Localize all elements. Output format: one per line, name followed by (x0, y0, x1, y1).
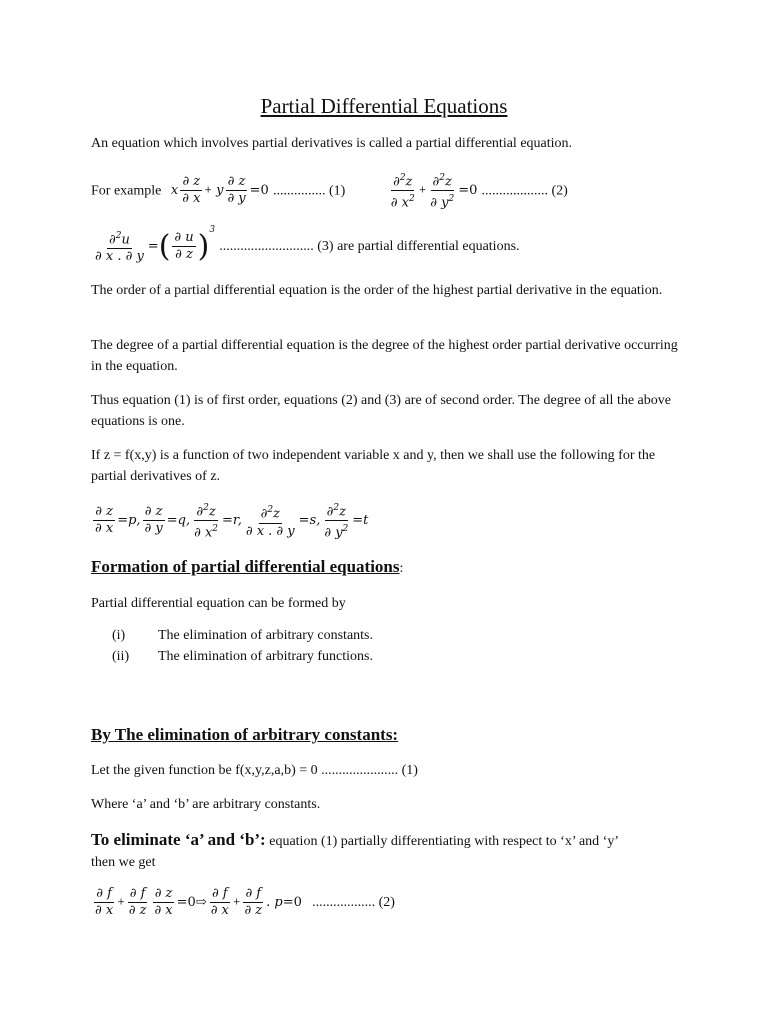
final-equation: $\frac{\partial f}{\partial x}$ + $\frac{\partial f}{\partial z}$ $\frac{\partial z}{\partial x}$ =0⇨ $\frac{\partial f}{\partial x}$ + $\frac{\partial f}{\partial z}$ . p=0 (95, 886, 302, 918)
equation-1: x $\frac{\partial z}{\partial x}$ + y $\frac{\partial z}{\partial y}$ =0 (170, 174, 269, 207)
section-constants-heading (91, 725, 398, 745)
let-function-text: Let the given function be f(x,y,z,a,b) = 0 ...................... (1) (91, 763, 418, 778)
page-title: Partial Differential Equations (260, 94, 508, 118)
equation-3: $\frac{\partial^2u}{\partial x . \partial y}$ =( $\frac{\partial u}{\partial z}$ )$^3$ (95, 225, 216, 265)
list-item-number: (i) (112, 628, 126, 643)
function-paragraph: If z = f(x,y) is a function of two independent variable x and y, then we shall use the following for the partial derivatives of z. (91, 448, 656, 484)
where-text: Where ‘a’ and ‘b’ are arbitrary constants. (91, 797, 321, 812)
degree-definition: The degree of a partial differential equation is the degree of the highest order partial derivative occurring in the equation. (91, 338, 678, 374)
list-item-text: The elimination of arbitrary functions. (158, 649, 373, 664)
then-we-get: then we get (91, 855, 156, 870)
section-formation-heading (91, 557, 403, 577)
notation-equations: $\frac{\partial z}{\partial x}$ =p, $\frac{\partial z}{\partial y}$ =q, $\frac{\partial^2z}{\partial x^2}$ =r, $\frac{\partial^2z}{\partial x . \partial y}$ =s, $\frac{\partial^2z}{\partial y^2}$ =t (91, 513, 368, 528)
section-formation-suffix: : (399, 561, 404, 576)
example-equations-row (91, 170, 568, 212)
final-equation-tag: .................. (2) (312, 895, 395, 910)
formed-by-text: Partial differential equation can be formed by (91, 596, 346, 611)
equation-3-row (91, 225, 520, 265)
equation-2: $\frac{\partial^2z}{\partial x^2}$ + $\frac{\partial^2z}{\partial y^2}$ =0 (387, 183, 482, 198)
equation-1-tag: ............... (1) (272, 183, 346, 199)
example-label: For example (91, 183, 162, 199)
notation-row (91, 500, 368, 542)
list-item-text: The elimination of arbitrary constants. (158, 628, 373, 643)
equation-2-tag: ................... (2) (481, 183, 568, 199)
intro-paragraph: An equation which involves partial derivatives is called a partial differential equation. (91, 136, 573, 151)
eliminate-heading: To eliminate ‘a’ and ‘b’: (91, 830, 266, 849)
order-definition: The order of a partial differential equation is the order of the highest partial derivative in the equation. (91, 283, 663, 298)
eliminate-text: equation (1) partially differentiating with respect to ‘x’ and ‘y’ (265, 834, 619, 849)
list-item-number: (ii) (112, 649, 130, 664)
final-equation-row (91, 886, 395, 919)
section-formation-title: Formation of partial differential equations (91, 557, 400, 576)
eliminate-paragraph (91, 829, 711, 852)
thus-paragraph: Thus equation (1) is of first order, equations (2) and (3) are of second order. The degree of all the above equations is one. (91, 393, 671, 429)
section-constants-title: By The elimination of arbitrary constants: (91, 725, 399, 744)
equation-3-tag: ........................... (3) are partial differential equations. (219, 239, 520, 254)
